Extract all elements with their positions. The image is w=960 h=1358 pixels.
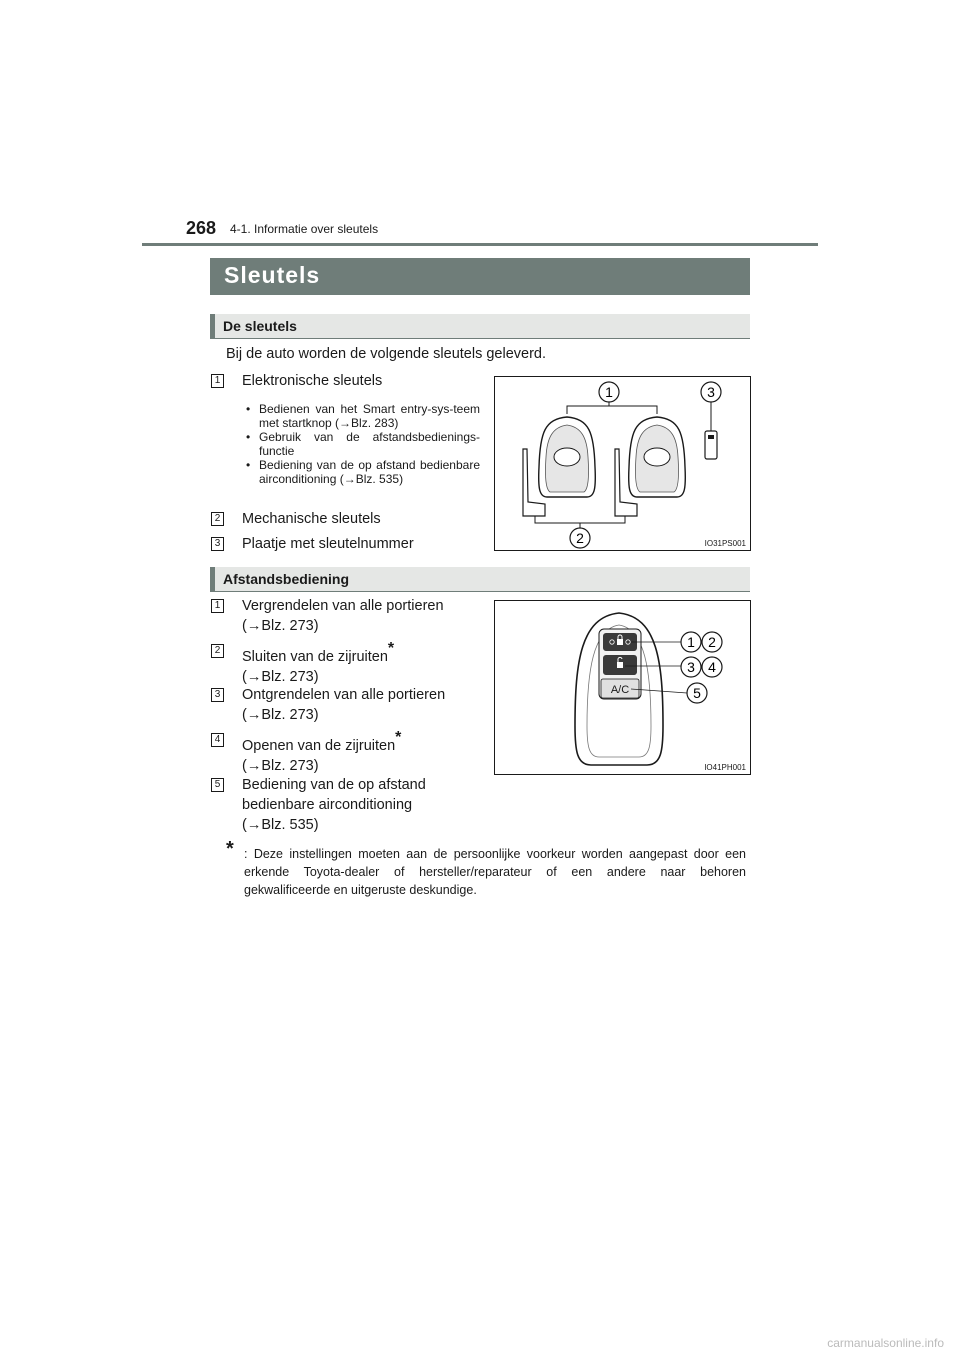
bullet-list — [244, 402, 480, 486]
callout-1: 1 — [687, 634, 695, 650]
item-number-badge: 5 — [211, 778, 224, 792]
remote-item: Vergrendelen van alle portieren (→Blz. 273) — [242, 598, 444, 634]
figure-code: IO41PH001 — [704, 763, 746, 772]
item-number-badge: 2 — [211, 512, 224, 526]
ac-button-label: A/C — [610, 684, 630, 696]
remote-item: Openen van de zijruiten* (→Blz. 273) — [242, 729, 402, 774]
item-number-badge: 4 — [211, 733, 224, 747]
bullet-item: • Bedienen van het Smart entry-sys-teem met startknop (→Blz. 283) — [244, 402, 480, 430]
section-heading-de-sleutels — [210, 314, 750, 339]
watermark: carmanualsonline.info — [827, 1336, 944, 1350]
item-number-badge: 3 — [211, 688, 224, 702]
item-label: Elektronische sleutels — [242, 373, 383, 389]
callout-5: 5 — [693, 685, 701, 701]
remote-item: Sluiten van de zijruiten* (→Blz. 273) — [242, 640, 395, 685]
item-label: Mechanische sleutels — [242, 511, 381, 527]
item-label: Plaatje met sleutelnummer — [242, 536, 414, 552]
section-heading-text: De sleutels — [223, 318, 297, 334]
figure-code: IO31PS001 — [704, 539, 746, 548]
remote-figure — [494, 600, 751, 775]
item-number-badge: 2 — [211, 644, 224, 658]
remote-illustration — [495, 601, 750, 774]
callout-1: 1 — [605, 384, 613, 400]
page-number: 268 — [186, 218, 217, 238]
item-number-badge: 1 — [211, 374, 224, 388]
remote-item: Bediening van de op afstand bedienbare airconditioning (→Blz. 535) — [242, 777, 426, 833]
section-heading-afstandsbediening — [210, 567, 750, 592]
intro-text: Bij de auto worden de volgende sleutels geleverd. — [226, 346, 547, 362]
header-rule — [142, 243, 818, 246]
callout-2: 2 — [576, 530, 584, 546]
bullet-item: • Bediening van de op afstand bedienbare airconditioning (→Blz. 535) — [244, 458, 480, 486]
callout-4: 4 — [708, 659, 716, 675]
section-reference: 4-1. Informatie over sleutels — [230, 222, 379, 236]
page-title: Sleutels — [224, 262, 321, 288]
callout-3: 3 — [707, 384, 715, 400]
page-title-banner — [210, 258, 750, 295]
section-heading-text: Afstandsbediening — [223, 571, 350, 587]
item-number-badge: 3 — [211, 537, 224, 551]
bullet-item: • Gebruik van de afstandsbedienings-functie — [244, 430, 480, 458]
footnote — [226, 838, 746, 899]
keys-illustration — [495, 377, 750, 550]
keys-figure — [494, 376, 751, 551]
callout-3: 3 — [687, 659, 695, 675]
footnote-text: : Deze instellingen moeten aan de persoonlijke voorkeur worden aangepast door een erkende Toyota-dealer of hersteller/reparateur of een andere naar behoren gekwalificeerde en uitgeruste deskundige. — [244, 847, 746, 897]
item-number-badge: 1 — [211, 599, 224, 613]
callout-2: 2 — [708, 634, 716, 650]
remote-item: Ontgrendelen van alle portieren (→Blz. 273) — [242, 687, 446, 723]
footnote-marker: * — [226, 838, 234, 860]
